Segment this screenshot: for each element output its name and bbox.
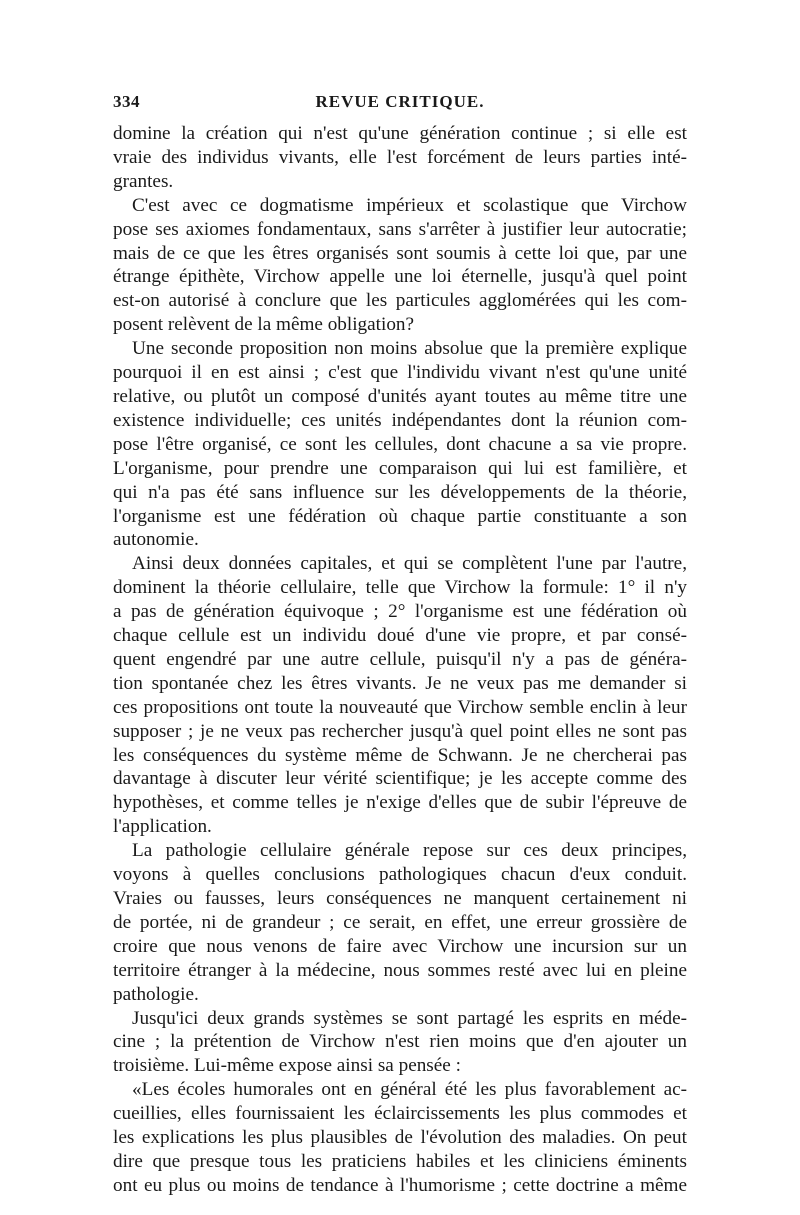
running-title: REVUE CRITIQUE. xyxy=(315,92,485,111)
text-line: tion spontanée chez les êtres vivants. Je ne veux pas me demander si xyxy=(113,672,687,694)
text-line: L'organisme, pour prendre une comparaison qui lui est familière, et xyxy=(113,457,687,479)
text-line: ces propositions ont toute la nouveauté que Virchow semble enclin à leur xyxy=(113,696,687,718)
text-line: a pas de génération équivoque ; 2° l'organisme est une fédération où xyxy=(113,601,687,623)
text-line: existence individuelle; ces unités indépendantes dont la réunion com- xyxy=(113,409,687,431)
text-line: qui n'a pas été sans influence sur les développements de la théorie, xyxy=(113,481,687,503)
text-line: domine la création qui n'est qu'une génération continue ; si elle est xyxy=(113,123,687,144)
text-line: mais de ce que les êtres organisés sont soumis à cette loi que, par une xyxy=(113,242,687,264)
text-line: grantes. xyxy=(113,170,174,192)
text-line: autonomie. xyxy=(113,529,199,551)
text-line: chaque cellule est un individu doué d'une vie propre, et par consé- xyxy=(113,625,687,647)
text-line: dire que presque tous les praticiens habiles et les cliniciens éminents xyxy=(113,1150,687,1172)
text-line: C'est avec ce dogmatisme impérieux et scolastique que Virchow xyxy=(132,194,687,216)
paragraph xyxy=(113,122,687,194)
text-line: l'application. xyxy=(113,816,212,838)
text-line: croire que nous venons de faire avec Virchow une incursion sur un xyxy=(113,935,687,957)
book-page xyxy=(113,92,687,1198)
text-line: Ainsi deux données capitales, et qui se complètent l'une par l'autre, xyxy=(132,553,687,575)
page-header xyxy=(113,92,687,122)
text-line: de portée, ni de grandeur ; ce serait, en effet, une erreur grossière de xyxy=(113,911,687,933)
text-line: Vraies ou fausses, leurs conséquences ne manquent certainement ni xyxy=(113,888,687,909)
paragraph xyxy=(113,839,687,1006)
text-line: davantage à discuter leur vérité scientifique; je les accepte comme des xyxy=(113,768,687,790)
page-number: 334 xyxy=(113,92,140,111)
paragraph xyxy=(113,194,687,337)
text-line: quent engendré par une autre cellule, puisqu'il n'y a pas de généra- xyxy=(113,648,687,670)
text-line: hypothèses, et comme telles je n'exige d'elles que de subir l'épreuve de xyxy=(113,792,687,814)
text-line: voyons à quelles conclusions pathologiques chacun d'eux conduit. xyxy=(113,864,687,886)
text-line: est-on autorisé à conclure que les particules agglomérées qui les com- xyxy=(113,290,687,312)
text-line: pourquoi il en est ainsi ; c'est que l'individu vivant n'est qu'une unité xyxy=(113,362,687,384)
text-line: pathologie. xyxy=(113,983,199,1005)
paragraph xyxy=(113,1007,687,1079)
text-line: l'organisme est une fédération où chaque partie constituante a son xyxy=(113,505,687,527)
paragraph xyxy=(113,1078,687,1198)
body-text xyxy=(113,122,687,1198)
text-line: «Les écoles humorales ont en général été les plus favorablement ac- xyxy=(132,1079,687,1101)
text-line: Jusqu'ici deux grands systèmes se sont partagé les esprits en méde- xyxy=(132,1007,687,1029)
text-line: La pathologie cellulaire générale repose sur ces deux principes, xyxy=(132,840,687,862)
text-line: ont eu plus ou moins de tendance à l'humorisme ; cette doctrine a même xyxy=(113,1174,687,1196)
text-line: les conséquences du système même de Schwann. Je ne chercherai pas xyxy=(113,744,687,766)
paragraph xyxy=(113,552,687,839)
text-line: cine ; la prétention de Virchow n'est rien moins que d'en ajouter un xyxy=(113,1031,687,1053)
text-line: troisième. Lui-même expose ainsi sa pensée : xyxy=(113,1055,461,1077)
text-line: cueillies, elles fournissaient les éclaircissements les plus commodes et xyxy=(113,1103,687,1125)
text-line: relative, ou plutôt un composé d'unités ayant toutes au même titre une xyxy=(113,385,687,407)
text-line: dominent la théorie cellulaire, telle que Virchow la formule: 1° il n'y xyxy=(113,577,687,599)
text-line: territoire étranger à la médecine, nous sommes resté avec lui en pleine xyxy=(113,959,687,981)
text-line: pose l'être organisé, ce sont les cellules, dont chacune a sa vie propre. xyxy=(113,433,687,455)
paragraph xyxy=(113,337,687,552)
text-line: les explications les plus plausibles de l'évolution des maladies. On peut xyxy=(113,1127,687,1149)
text-line: posent relèvent de la même obligation? xyxy=(113,314,415,336)
text-line: supposer ; je ne veux pas rechercher jusqu'à quel point elles ne sont pas xyxy=(113,720,687,742)
text-line: étrange épithète, Virchow appelle une loi éternelle, jusqu'à quel point xyxy=(113,266,687,288)
text-line: vraie des individus vivants, elle l'est forcément de leurs parties inté- xyxy=(113,146,687,168)
text-line: Une seconde proposition non moins absolue que la première explique xyxy=(132,338,687,360)
text-line: pose ses axiomes fondamentaux, sans s'arrêter à justifier leur autocratie; xyxy=(113,218,687,240)
